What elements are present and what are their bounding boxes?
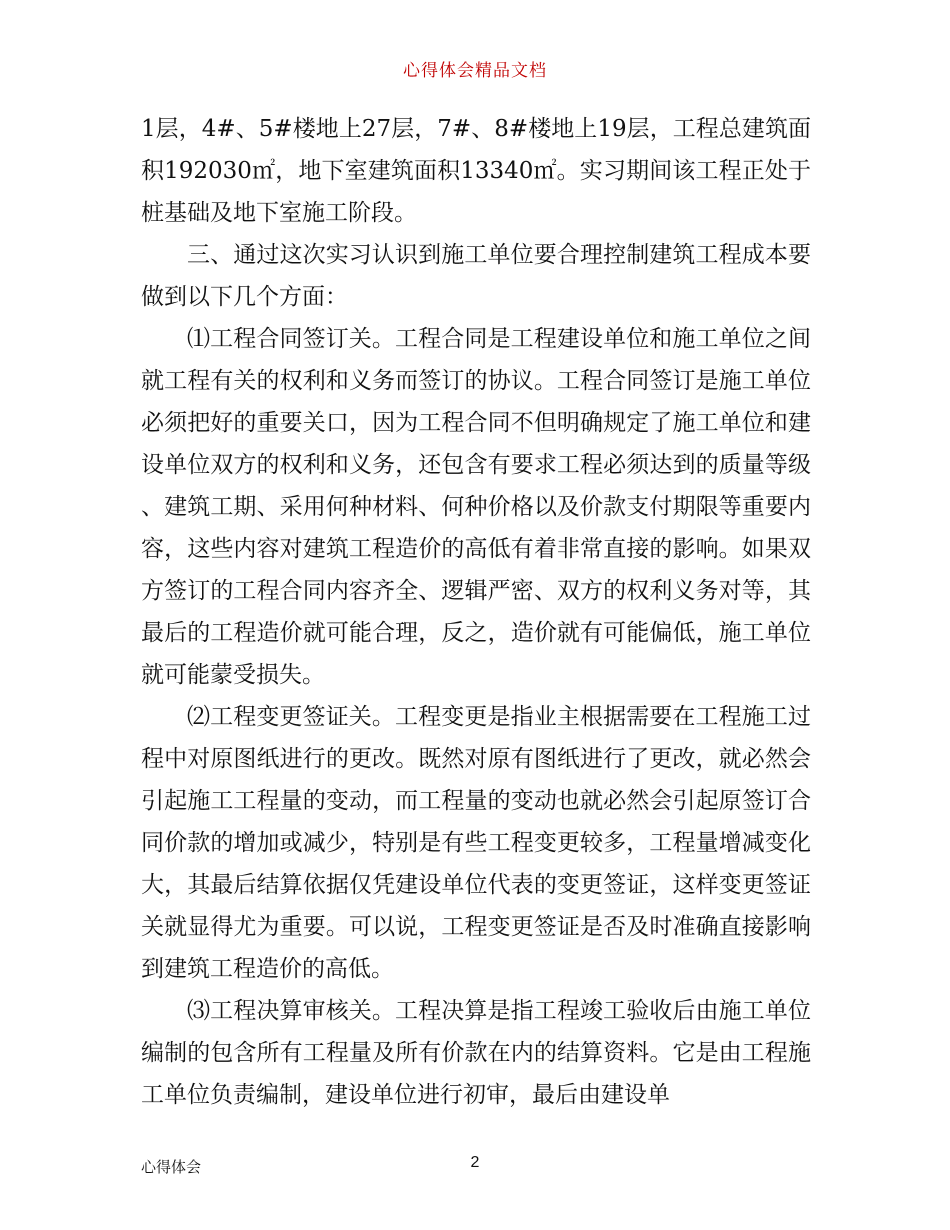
paragraph-contract-signing: ⑴工程合同签订关。工程合同是工程建设单位和施工单位之间就工程有关的权利和义务而签订的协议。工程合同签订是施工单位必须把好的重要关口，因为工程合同不但明确规定了施工单位和建设单位双方的权利和义务，还包含有要求工程必须达到的质量等级、建筑工期、采用何种材料、何种价格以及价款支付期限等重要内容，这些内容对建筑工程造价的高低有着非常直接的影响。如果双方签订的工程合同内容齐全、逻辑严密、双方的权利义务对等，其最后的工程造价就可能合理，反之，造价就有可能偏低，施工单位就可能蒙受损失。 [141, 326, 811, 688]
paragraph-final-account-audit: ⑶工程决算审核关。工程决算是指工程竣工验收后由施工单位编制的包含所有工程量及所有价款在内的结算资料。它是由工程施工单位负责编制，建设单位进行初审，最后由建设单 [141, 998, 811, 1108]
header-title: 心得体会精品文档 [403, 61, 547, 81]
page-number: 2 [470, 1154, 480, 1171]
paragraph-change-visa: ⑵工程变更签证关。工程变更是指业主根据需要在工程施工过程中对原图纸进行的更改。既然对原有图纸进行了更改，就必然会引起施工工程量的变动，而工程量的变动也就必然会引起原签订合同价款的增加或减少，特别是有些工程变更较多，工程量增减变化大，其最后结算依据仅凭建设单位代表的变更签证，这样变更签证关就显得尤为重要。可以说，工程变更签证是否及时准确直接影响到建筑工程造价的高低。 [141, 704, 811, 982]
footer-label: 心得体会 [141, 1158, 202, 1176]
paragraph-continuation: 1层，4#、5#楼地上27层，7#、8#楼地上19层，工程总建筑面积192030㎡，地下室建筑面积13340㎡。实习期间该工程正处于桩基础及地下室施工阶段。 [141, 116, 811, 226]
document-body [141, 108, 811, 1116]
paragraph-section-three: 三、通过这次实习认识到施工单位要合理控制建筑工程成本要做到以下几个方面： [141, 242, 811, 310]
